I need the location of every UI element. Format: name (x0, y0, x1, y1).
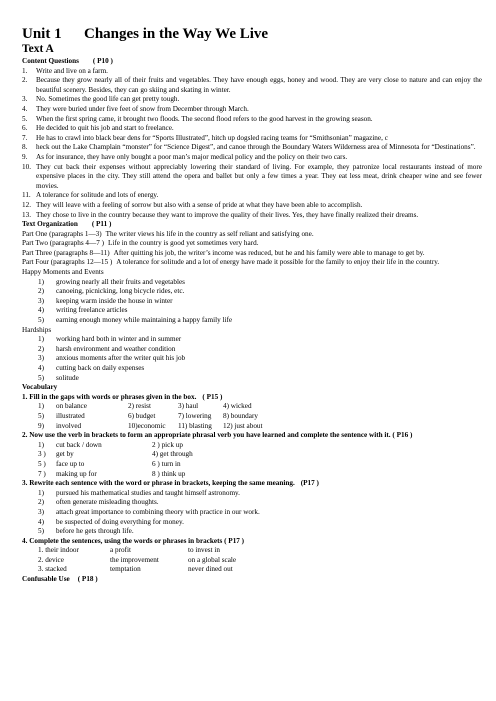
list-item-number: 5) (38, 316, 44, 325)
list-item (38, 508, 482, 518)
answer-cell: 5) (38, 411, 44, 420)
answer-cell: 3 ) (38, 450, 46, 459)
organization-part-label: Part Three (paragraphs 8—11) (22, 248, 110, 257)
question-answer-text: heck out the Lake Champlain “monster” for “Science Digest”, and canoe through the Boundary Waters Wilderness area of Minnesota for “Destinations”. (36, 143, 476, 152)
question-number: 3. (22, 95, 28, 104)
list-item (38, 306, 482, 316)
question-number: 4. (22, 104, 28, 113)
question-answer-row (22, 67, 482, 77)
question-number: 10. (22, 162, 31, 171)
list-item-number: 2) (38, 498, 44, 507)
exercise-4-answers (22, 546, 482, 575)
answer-cell: 8 ) think up (152, 469, 186, 478)
list-item-number: 2) (38, 344, 44, 353)
vocabulary-heading: Vocabulary (22, 383, 58, 392)
text-organization-heading: Text Organization ( P11 ) (22, 220, 112, 229)
list-item-text: be suspected of doing everything for money. (56, 517, 184, 526)
organization-part-label: Part Four (paragraphs 12—15 ) (22, 258, 113, 267)
answer-cell: involved (56, 421, 82, 430)
unit-number: Unit 1 (22, 26, 62, 42)
answer-cell: 7 ) (38, 469, 46, 478)
happy-moments-heading: Happy Moments and Events (22, 268, 104, 277)
list-item (38, 335, 482, 345)
answer-cell: 4) wicked (223, 402, 252, 411)
answer-cell: a profit (110, 546, 131, 555)
list-item-number: 4) (38, 306, 44, 315)
exercise-2-answers (22, 441, 482, 479)
organization-part-summary: After quitting his job, the writer’s income was reduced, but he and his family were able to manage to get by. (113, 248, 425, 257)
answer-cell: get by (56, 450, 74, 459)
answer-cell: 1. their indoor (38, 546, 79, 555)
answer-cell: illustrated (56, 411, 85, 420)
question-answer-text: They chose to live in the country because they want to improve the quality of their lives. Yes, they have finally realized their dreams. (36, 210, 419, 219)
list-item-number: 5) (38, 373, 44, 382)
question-answer-row (22, 134, 482, 144)
happy-moments-list (22, 278, 482, 326)
content-questions-list (22, 67, 482, 221)
question-answer-text: No. Sometimes the good life can get pretty tough. (36, 95, 180, 104)
question-answer-row (22, 143, 482, 153)
list-item-text: harsh environment and weather condition (56, 344, 176, 353)
list-item-number: 3) (38, 507, 44, 516)
exercise-3-answers (22, 489, 482, 537)
question-answer-row (22, 163, 482, 192)
question-number: 12. (22, 200, 31, 209)
list-item-text: attach great importance to combining theory with practice in our work. (56, 507, 260, 516)
list-item-number: 4) (38, 517, 44, 526)
list-item-text: working hard both in winter and in summer (56, 335, 182, 344)
question-answer-row (22, 201, 482, 211)
list-item-number: 1) (38, 335, 44, 344)
list-item-number: 3) (38, 296, 44, 305)
list-item-text: cutting back on daily expenses (56, 364, 145, 372)
answer-cell: never dined out (188, 565, 233, 574)
answer-cell: cut back / down (56, 440, 102, 449)
question-number: 9. (22, 152, 28, 161)
answer-cell: 7) lowering (178, 411, 212, 420)
question-number: 7. (22, 133, 28, 142)
list-item-text: anxious moments after the writer quit his job (56, 354, 186, 363)
answer-cell: 3) haul (178, 402, 199, 411)
answer-cell: 6 ) turn in (152, 459, 181, 468)
question-answer-text: He has to crawl into black bear dens for “Sports Illustrated”, hitch up dogsled racing teams for “Smithsonian” magazine, c (36, 133, 388, 142)
organization-part-label: Part Two (paragraphs 4—7 ) (22, 239, 104, 248)
list-item-text: earning enough money while maintaining a happy family life (56, 316, 233, 325)
question-number: 13. (22, 210, 31, 219)
list-item (38, 498, 482, 508)
list-item (38, 354, 482, 364)
hardships-heading: Hardships (22, 325, 52, 334)
answer-cell: 8) boundary (223, 411, 258, 420)
organization-part-row (22, 258, 482, 268)
question-answer-text: As for insurance, they have only bought a poor man’s major medical policy and the policy on their two cars. (36, 152, 348, 161)
text-label: Text A (22, 43, 54, 55)
question-answer-text: They cut back their expenses without appreciably lowering their standard of living. For example, they patronize local restaurants instead of more expensive places in the city. They still attend the opera and ballet but only a few times a year. They eat less meat, drink cheaper wine and see fewer movies. (36, 162, 482, 190)
exercise-2-heading: 2. Now use the verb in brackets to form an appropriate phrasal verb you have learned and complete the sentence with it. ( P16 ) (22, 431, 413, 440)
question-answer-text: When the first spring came, it brought two floods. The second flood refers to the good harvest in the growing season. (36, 114, 373, 123)
answer-cell: 6) budget (128, 411, 156, 420)
list-item (38, 489, 482, 499)
question-answer-text: Write and live on a farm. (36, 66, 108, 75)
answer-cell: 1) (38, 402, 44, 411)
answer-cell: temptation (110, 565, 141, 574)
list-item-number: 4) (38, 364, 44, 372)
document-page (22, 26, 482, 585)
list-item-text: pursued his mathematical studies and taught himself astronomy. (56, 488, 240, 497)
list-item (38, 364, 482, 374)
question-answer-row (22, 153, 482, 163)
answer-cell: 4) get through (152, 450, 193, 459)
list-item-text: before he gets through life. (56, 527, 134, 536)
answer-cell: the improvement (110, 555, 159, 564)
unit-title (22, 26, 482, 43)
question-number: 1. (22, 66, 28, 75)
exercise-1-heading: 1. Fill in the gaps with words or phrases given in the box. ( P15 ) (22, 392, 223, 401)
confusable-use-heading: Confusable Use ( P18 ) (22, 575, 98, 584)
list-item-text: keeping warm inside the house in winter (56, 296, 173, 305)
list-item (38, 287, 482, 297)
answer-cell: 2. device (38, 555, 64, 564)
answer-cell: 11) blasting (178, 421, 212, 430)
answer-cell: on a global scale (188, 555, 237, 564)
list-item (38, 278, 482, 288)
question-answer-row (22, 211, 482, 221)
answer-cell: face up to (56, 459, 85, 468)
list-item (38, 316, 482, 326)
exercise-4-heading: 4. Complete the sentences, using the words or phrases in brackets ( P17 ) (22, 536, 245, 545)
organization-part-row (22, 230, 482, 240)
list-item (38, 527, 482, 537)
answer-cell: 2 ) pick up (152, 440, 183, 449)
exercise-3-heading: 3. Rewrite each sentence with the word or phrase in brackets, keeping the same meaning. (P17 ) (22, 479, 319, 488)
list-item (38, 374, 482, 384)
question-answer-row (22, 95, 482, 105)
question-answer-text: A tolerance for solitude and lots of energy. (36, 191, 159, 200)
question-answer-text: He decided to quit his job and start to freelance. (36, 124, 174, 133)
question-answer-row (22, 115, 482, 125)
answer-cell: 9) (38, 421, 44, 430)
organization-part-summary: The writer views his life in the country as self reliant and satisfying one. (105, 229, 314, 238)
answer-cell: 3. stacked (38, 565, 67, 574)
question-answer-row (22, 76, 482, 95)
text-organization-list (22, 230, 482, 268)
unit-name: Changes in the Way We Live (84, 26, 269, 42)
question-number: 8. (22, 143, 28, 152)
organization-part-row (22, 239, 482, 249)
list-item-number: 1) (38, 277, 44, 286)
list-item-number: 3) (38, 354, 44, 363)
exercise-1-answers (22, 402, 482, 431)
question-number: 6. (22, 124, 28, 133)
content-questions-heading: Content Questions ( P10 ) (22, 57, 113, 65)
question-number: 2. (22, 76, 28, 85)
question-answer-text: Because they grow nearly all of their fruits and vegetables. They have enough eggs, honey and wood. They are very close to nature and can enjoy the beautiful scenery. Besides, they can go skiing and skating in winter. (36, 76, 482, 94)
list-item-number: 1) (38, 488, 44, 497)
answer-cell: to invest in (188, 546, 220, 555)
list-item (38, 345, 482, 355)
list-item (38, 518, 482, 528)
answer-cell: 5 ) (38, 459, 46, 468)
question-answer-row (22, 124, 482, 134)
answer-cell: 2) resist (128, 402, 151, 411)
list-item-text: often generate misleading thoughts. (56, 498, 159, 507)
organization-part-label: Part One (paragraphs 1—3) (22, 229, 102, 238)
list-item-text: solitude (56, 373, 79, 382)
list-item-text: canoeing, picnicking, long bicycle rides, etc. (56, 287, 185, 296)
question-answer-text: They were buried under five feet of snow from December through March. (36, 104, 249, 113)
question-number: 11. (22, 191, 31, 200)
answer-cell: on balance (56, 402, 87, 411)
hardships-list (22, 335, 482, 383)
list-item-text: growing nearly all their fruits and vegetables (56, 277, 185, 286)
answer-cell: 10)economic (128, 421, 166, 430)
question-answer-text: They will leave with a feeling of sorrow but also with a sense of pride at what they have been able to accomplish. (36, 200, 363, 209)
organization-part-summary: A tolerance for solitude and a lot of energy have made it possible for the family to enjoy their life in the country. (116, 258, 440, 267)
answer-cell: 12) just about (223, 421, 263, 430)
answer-cell: 1) (38, 440, 44, 449)
organization-part-summary: Life in the country is good yet sometimes very hard. (108, 239, 259, 248)
answer-cell: making up for (56, 469, 97, 478)
list-item-number: 2) (38, 287, 44, 296)
list-item-text: writing freelance articles (56, 306, 128, 315)
list-item-number: 5) (38, 527, 44, 536)
organization-part-row (22, 249, 482, 259)
list-item (38, 297, 482, 307)
question-answer-row (22, 105, 482, 115)
question-number: 5. (22, 114, 28, 123)
question-answer-row (22, 191, 482, 201)
